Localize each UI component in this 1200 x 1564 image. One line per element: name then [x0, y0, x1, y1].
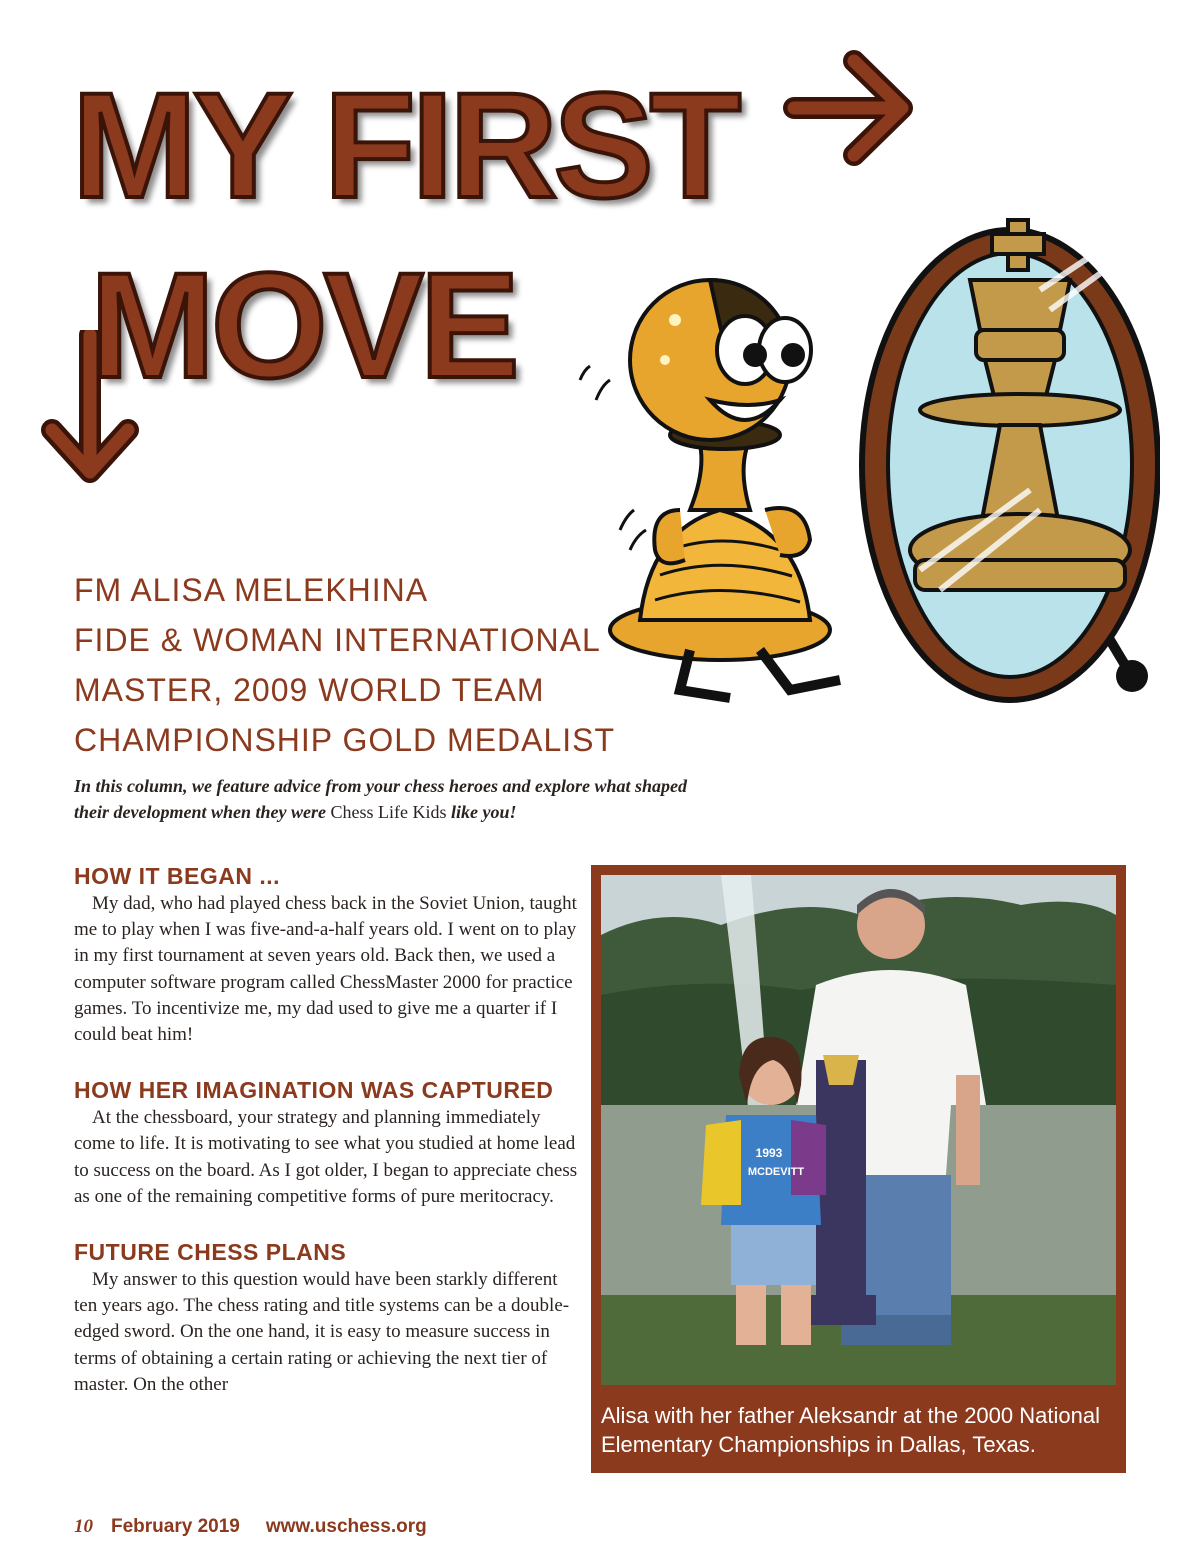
section-body: At the chessboard, your strategy and planning immediately come to life. It is motivating to see what you studied at home lead to success on the board. As I got older, I began to appreciate chess as one of the remaining competitive forms of pure meritocracy. — [74, 1107, 578, 1207]
family-photo — [601, 875, 1116, 1385]
title-line-1: MY FIRST — [72, 61, 738, 229]
arrow-down-icon — [40, 330, 140, 500]
issue-date: February 2019 — [111, 1516, 240, 1537]
article-column — [74, 862, 579, 1398]
photo-caption: Alisa with her father Aleksandr at the 2000 National Elementary Championships in Dallas, Texas. — [601, 1403, 1100, 1457]
byline-line: FM ALISA MELEKHINA — [74, 572, 429, 608]
shirt-name: MCDEVITT — [747, 1166, 805, 1178]
magazine-name: Chess Life Kids — [330, 802, 447, 822]
page-number: 10 — [74, 1516, 93, 1537]
byline-line: FIDE & WOMAN INTERNATIONAL — [74, 622, 601, 658]
page-footer — [74, 1516, 453, 1538]
section-heading: FUTURE CHESS PLANS — [74, 1239, 347, 1266]
arrow-right-icon — [780, 40, 920, 180]
byline-line: CHAMPIONSHIP GOLD MEDALIST — [74, 722, 616, 758]
byline-line: MASTER, 2009 WORLD TEAM — [74, 672, 545, 708]
section-heading: HOW IT BEGAN ... — [74, 863, 281, 889]
section-body: My answer to this question would have been starkly different ten years ago. The chess rating and title systems can be a double-edged sword. On the one hand, it is easy to measure success in terms of obtaining a certain rating or achieving the next tier of master. On the other — [74, 1269, 570, 1395]
intro-text: In this column, we feature advice from your chess heroes and explore what shaped their development when they were — [74, 776, 688, 822]
title-line-2: MOVE — [90, 241, 516, 409]
intro-text-end: like you! — [446, 802, 517, 822]
shirt-year: 1993 — [755, 1146, 783, 1160]
column-intro — [74, 773, 694, 825]
website-link[interactable]: www.uschess.org — [265, 1516, 427, 1537]
section-heading: HOW HER IMAGINATION WAS CAPTURED — [74, 1077, 554, 1104]
photo-box — [591, 865, 1126, 1473]
author-byline — [74, 565, 694, 765]
section-body: My dad, who had played chess back in the Soviet Union, taught me to play when I was five-and-a-half years old. I went on to play in my first tournament at seven years old. Back then, we used a computer software program called ChessMaster 2000 for practice games. To incentivize me, my dad used to give me a quarter if I could beat him! — [74, 893, 577, 1046]
